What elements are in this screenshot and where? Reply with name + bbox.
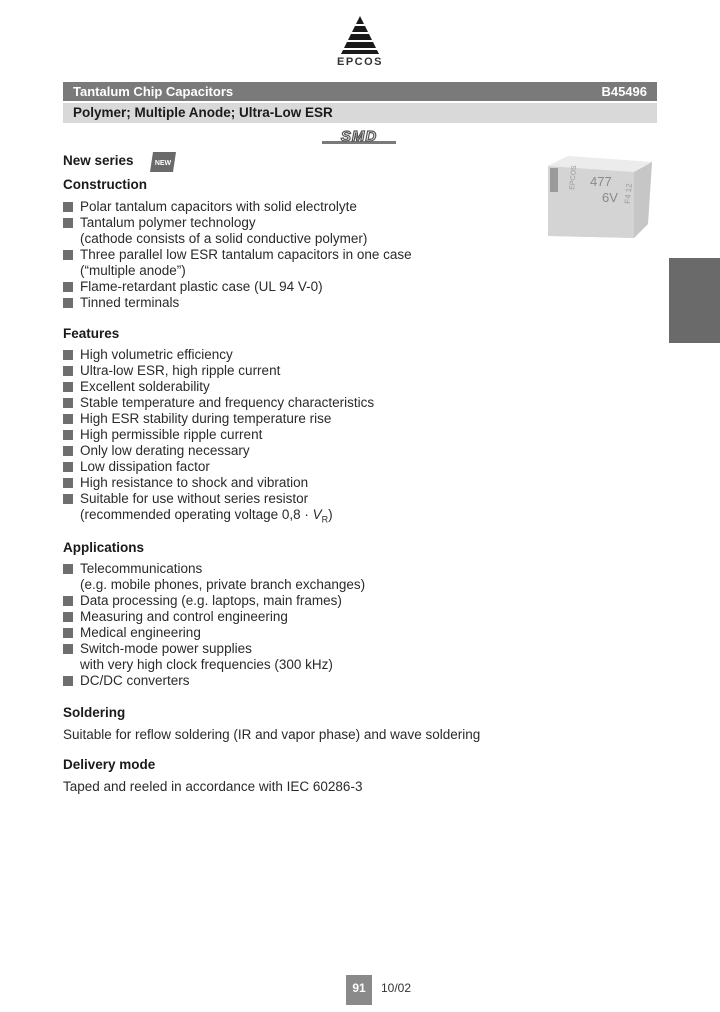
smd-logo — [322, 128, 396, 151]
page-number: 91 — [352, 981, 366, 995]
bullet-icon — [63, 430, 73, 440]
photo-marking-voltage: 6V — [602, 190, 618, 205]
delivery-text: Taped and reeled in accordance with IEC 60286-3 — [63, 779, 363, 794]
bullet-icon — [63, 350, 73, 360]
list-item-continuation: with very high clock frequencies (300 kHz) — [80, 657, 333, 672]
subtitle-bar — [63, 103, 657, 123]
epcos-triangle-icon — [338, 16, 382, 54]
list-item: High resistance to shock and vibration — [80, 475, 309, 490]
voltage-symbol: V — [312, 507, 322, 522]
bullet-icon — [63, 414, 73, 424]
list-item: Low dissipation factor — [80, 459, 210, 474]
bullet-icon — [63, 202, 73, 212]
category-title: Tantalum Chip Capacitors — [73, 84, 234, 99]
bullet-icon — [63, 366, 73, 376]
title-bar — [63, 82, 657, 101]
list-item: Flame-retardant plastic case (UL 94 V-0) — [80, 279, 323, 294]
list-item-continuation: (cathode consists of a solid conductive polymer) — [80, 231, 368, 246]
list-item: Measuring and control engineering — [80, 609, 288, 624]
list-item: Stable temperature and frequency characteristics — [80, 395, 375, 410]
bullet-icon — [63, 250, 73, 260]
list-item: Data processing (e.g. laptops, main frames) — [80, 593, 342, 608]
list-item: High permissible ripple current — [80, 427, 263, 442]
bullet-icon — [63, 298, 73, 308]
product-subtitle: Polymer; Multiple Anode; Ultra-Low ESR — [73, 105, 333, 120]
bullet-icon — [63, 612, 73, 622]
bullet-icon — [63, 478, 73, 488]
list-item: Excellent solderability — [80, 379, 210, 394]
photo-marking-code: F4 12 — [623, 182, 634, 205]
bullet-icon — [63, 644, 73, 654]
epcos-logo — [330, 16, 390, 74]
section-title-applications: Applications — [63, 540, 145, 555]
section-title-features: Features — [63, 326, 120, 341]
bullet-icon — [63, 564, 73, 574]
list-item: Telecommunications — [80, 561, 203, 576]
soldering-text: Suitable for reflow soldering (IR and vapor phase) and wave soldering — [63, 727, 481, 742]
bullet-icon — [63, 446, 73, 456]
list-item: DC/DC converters — [80, 673, 190, 688]
section-title-construction: Construction — [63, 177, 147, 192]
list-item: Tinned terminals — [80, 295, 180, 310]
bullet-icon — [63, 676, 73, 686]
bullet-icon — [63, 398, 73, 408]
list-item: Tantalum polymer technology — [80, 215, 256, 230]
list-item: High volumetric efficiency — [80, 347, 233, 362]
section-title-delivery: Delivery mode — [63, 757, 156, 772]
list-item: Medical engineering — [80, 625, 201, 640]
bullet-icon — [63, 382, 73, 392]
product-photo — [544, 152, 654, 240]
list-item: Only low derating necessary — [80, 443, 250, 458]
new-badge — [150, 152, 176, 177]
list-item-continuation: (e.g. mobile phones, private branch exchanges) — [80, 577, 366, 592]
bullet-icon — [63, 218, 73, 228]
list-item: Polar tantalum capacitors with solid electrolyte — [80, 199, 357, 214]
list-item: Switch-mode power supplies — [80, 641, 252, 656]
bullet-icon — [63, 596, 73, 606]
voltage-note-prefix: (recommended operating voltage 0,8 · — [80, 507, 313, 522]
photo-marking-brand: EPCOS — [569, 165, 579, 191]
bullet-icon — [63, 628, 73, 638]
part-number: B45496 — [601, 84, 647, 99]
bullet-icon — [63, 282, 73, 292]
bullet-icon — [63, 494, 73, 504]
voltage-subscript: R — [321, 514, 329, 525]
list-item: Ultra-low ESR, high ripple current — [80, 363, 281, 378]
voltage-note-suffix: ) — [328, 507, 333, 522]
list-item: Three parallel low ESR tantalum capacitors in one case — [80, 247, 412, 262]
new-badge-text: NEW — [154, 160, 172, 167]
bullet-icon — [63, 462, 73, 472]
list-item: High ESR stability during temperature rise — [80, 411, 332, 426]
smd-logo-text: SMD — [340, 128, 378, 145]
section-title-soldering: Soldering — [63, 705, 126, 720]
logo-wordmark: EPCOS — [336, 56, 383, 68]
side-tab-marker — [669, 258, 720, 343]
new-series-label: New series — [63, 153, 134, 168]
list-item: Suitable for use without series resistor — [80, 491, 309, 506]
issue-date: 10/02 — [381, 981, 412, 995]
photo-marking-capacitance: 477 — [590, 174, 612, 189]
list-item-continuation: (“multiple anode”) — [80, 263, 186, 278]
list-item-continuation — [80, 507, 333, 525]
